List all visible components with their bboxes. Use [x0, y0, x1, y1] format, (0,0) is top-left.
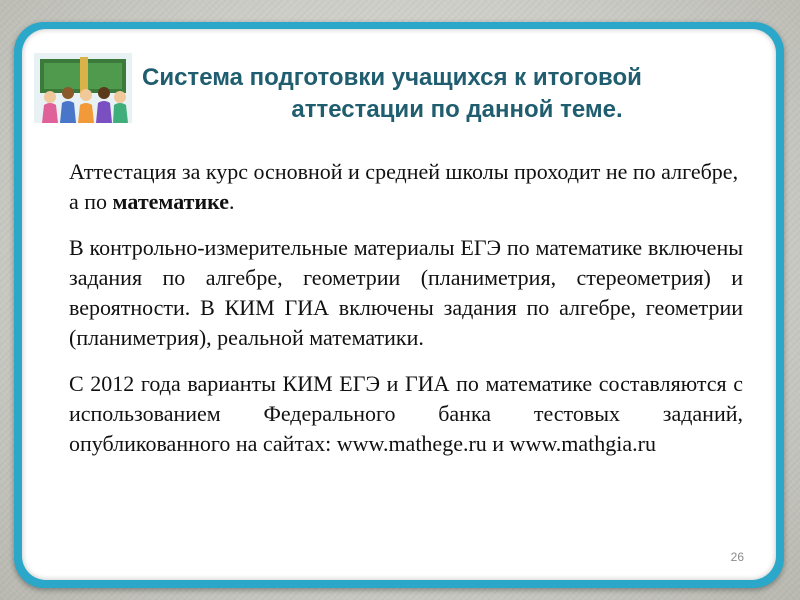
classroom-students-icon: [34, 53, 132, 123]
slide-title-line-2: аттестации по данной теме.: [291, 96, 623, 123]
paragraph-kim-bank: С 2012 года варианты КИМ ЕГЭ и ГИА по математике составляются с использованием Федерального банка тестовых заданий, опубликованного на сайтах: www.mathege.ru и www.mathgia.ru: [69, 371, 743, 456]
slide-frame: [14, 22, 784, 588]
slide-title: [142, 62, 742, 126]
slide-title-line-1: Система подготовки учащихся к итоговой: [142, 64, 642, 91]
slide-number: 26: [730, 550, 744, 564]
paragraph-attestation-end: .: [229, 189, 235, 214]
paragraph-kim-content: В контрольно-измерительные материалы ЕГЭ по математике включены задания по алгебре, геометрии (планиметрия, стереометрия) и вероятности. В КИМ ГИА включены задания по алгебре, геометрии (планиметрия), реальной математики.: [69, 235, 743, 350]
slide-body: [69, 157, 743, 471]
paragraph-attestation-text: Аттестация за курс основной и средней школы проходит не по алгебре, а по: [69, 159, 739, 214]
paragraph-attestation: [69, 157, 743, 217]
slide-content-area: [22, 29, 776, 580]
paragraph-attestation-bold: математике: [112, 189, 230, 214]
